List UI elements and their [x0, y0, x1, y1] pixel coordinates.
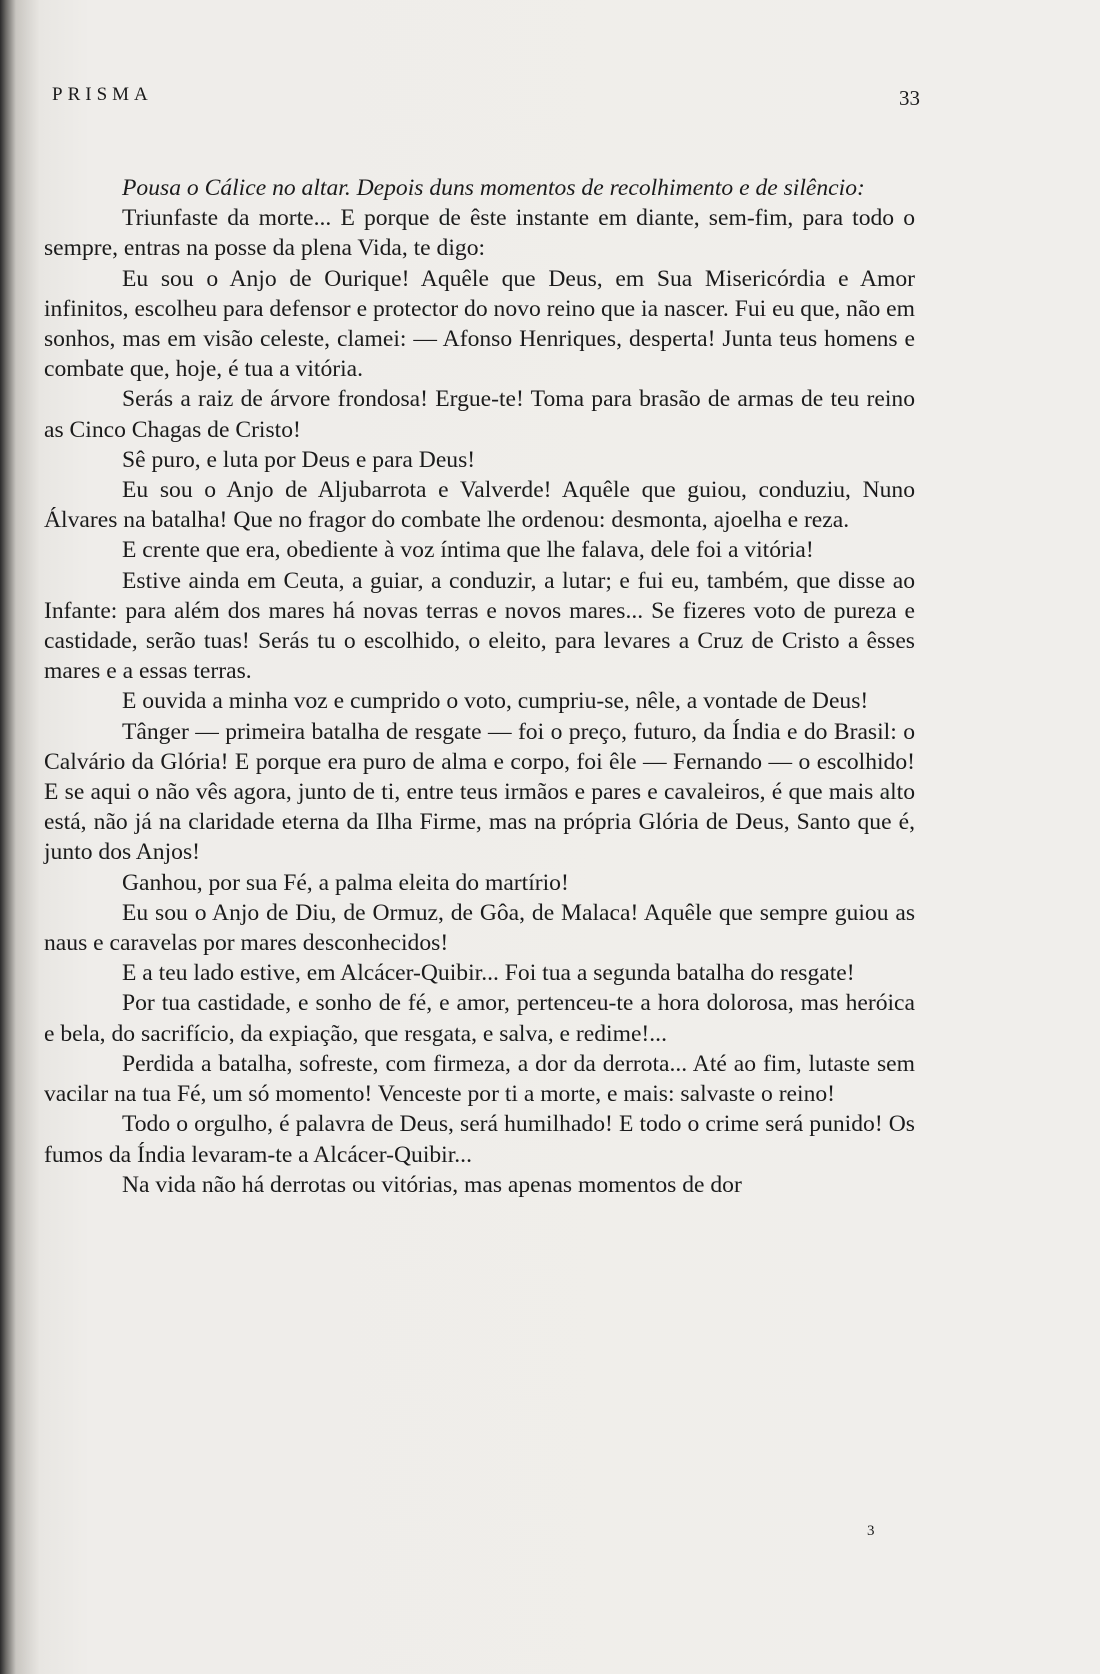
body-text	[44, 173, 915, 1200]
paragraph: E a teu lado estive, em Alcácer-Quibir... Foi tua a segunda batalha do resgate!	[122, 960, 855, 987]
paragraph: E ouvida a minha voz e cumprido o voto, cumpriu-se, nêle, a vontade de Deus!	[122, 688, 869, 715]
paragraph: Sê puro, e luta por Deus e para Deus!	[122, 446, 476, 473]
running-title: PRISMA	[52, 84, 153, 105]
paragraph: Ganhou, por sua Fé, a palma eleita do martírio!	[122, 869, 569, 896]
paragraph: E crente que era, obediente à voz íntima que lhe falava, dele foi a vitória!	[122, 537, 814, 564]
signature-mark: 3	[867, 1523, 875, 1539]
paragraph: Tânger — primeira batalha de resgate — foi o preço, futuro, da Índia e do Brasil: o Calvário da Glória! E porque era puro de alma e corpo, foi êle — Fernando — o escolhido! E se aqui o não vês agora, junto de ti, entre teus irmãos e pares e cavaleiros, é que mais alto está, não já na claridade eterna da Ilha Firme, mas na própria Glória de Deus, Santo que é, junto dos Anjos!	[44, 718, 915, 866]
paragraph: Por tua castidade, e sonho de fé, e amor, pertenceu-te a hora dolorosa, mas heróica e bela, do sacrifício, da expiação, que resgata, e salva, e redime!...	[44, 990, 915, 1047]
paragraph: Perdida a batalha, sofreste, com firmeza, a dor da derrota... Até ao fim, lutaste sem vacilar na tua Fé, um só momento! Venceste por ti a morte, e mais: salvaste o reino!	[44, 1050, 915, 1108]
paragraph: Eu sou o Anjo de Aljubarrota e Valverde! Aquêle que guiou, conduziu, Nuno Álvares na batalha! Que no fragor do combate lhe ordenou: desmonta, ajoelha e reza.	[44, 477, 915, 534]
page-number: 33	[899, 86, 920, 110]
paragraph: Todo o orgulho, é palavra de Deus, será humilhado! E todo o crime será punido! Os fumos da Índia levaram-te a Alcácer-Quibir...	[44, 1111, 915, 1168]
running-head	[52, 84, 920, 114]
stage-direction: Pousa o Cálice no altar. Depois duns momentos de recolhimento e de silêncio:	[122, 175, 865, 201]
paragraph: Serás a raiz de árvore frondosa! Ergue-te! Toma para brasão de armas de teu reino as Cinco Chagas de Cristo!	[44, 386, 915, 443]
paragraph: Na vida não há derrotas ou vitórias, mas apenas momentos de dor	[122, 1171, 742, 1198]
paragraph: Triunfaste da morte... E porque de êste instante em diante, sem-fim, para todo o sempre, entras na posse da plena Vida, te digo:	[44, 205, 915, 262]
paragraph: Eu sou o Anjo de Ourique! Aquêle que Deus, em Sua Misericórdia e Amor infinitos, escolheu para defensor e protector do novo reino que ia nascer. Fui eu que, não em sonhos, mas em visão celeste, clamei: — Afonso Henriques, desperta! Junta teus homens e combate que, hoje, é tua a vitória.	[44, 265, 915, 383]
paragraph: Eu sou o Anjo de Diu, de Ormuz, de Gôa, de Malaca! Aquêle que sempre guiou as naus e caravelas por mares desconhecidos!	[44, 899, 915, 957]
paragraph: Estive ainda em Ceuta, a guiar, a conduzir, a lutar; e fui eu, também, que disse ao Infante: para além dos mares há novas terras e novos mares... Se fizeres voto de pureza e castidade, serão tuas! Serás tu o escolhido, o eleito, para levares a Cruz de Cristo a êsses mares e a essas terras.	[44, 567, 915, 685]
